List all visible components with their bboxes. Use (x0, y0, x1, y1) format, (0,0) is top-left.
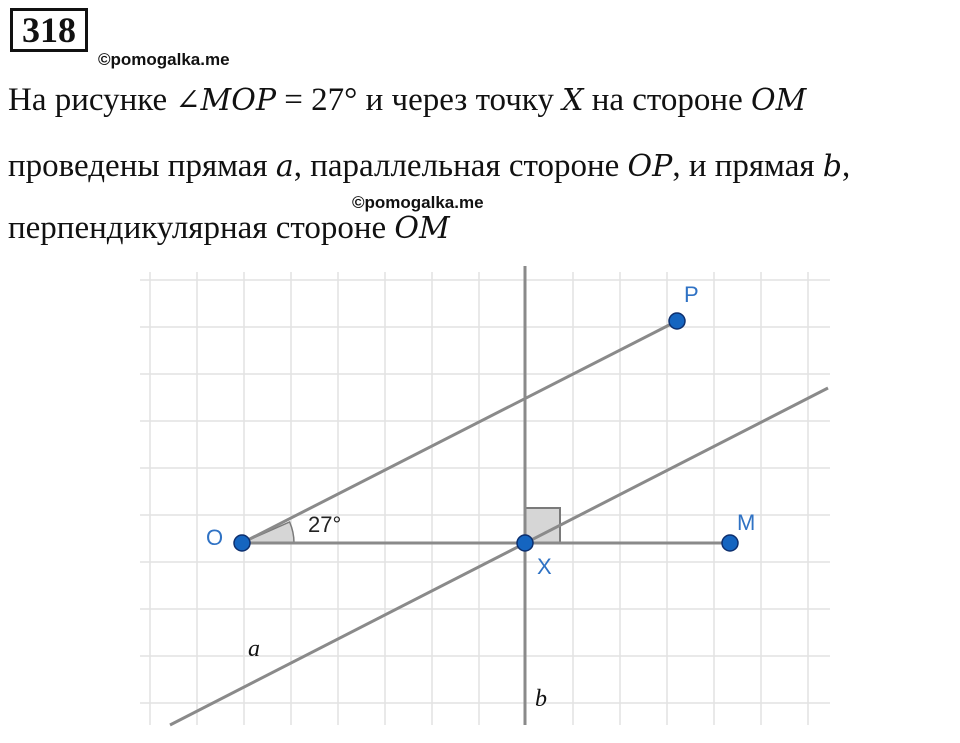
label-x: X (537, 554, 552, 579)
label-m: M (737, 510, 756, 535)
grid (140, 272, 830, 725)
line-a (170, 388, 828, 725)
watermark-top: ©pomogalka.me (98, 50, 230, 69)
label-o: O (206, 525, 224, 550)
point-o (234, 535, 250, 551)
problem-text-line-2: проведены прямая a, параллельная стороне OP, и прямая b, (8, 148, 851, 184)
problem-number: 318 (10, 8, 88, 52)
point-m (722, 535, 738, 551)
label-line-b: b (535, 686, 547, 712)
ray-op (242, 321, 677, 543)
angle-label: 27° (308, 512, 342, 537)
point-x (517, 535, 533, 551)
problem-text-line-1: На рисунке ∠MOP = 27° и через точку X на стороне OM (8, 82, 807, 118)
watermark-middle: ©pomogalka.me (352, 193, 484, 212)
label-p: P (684, 282, 699, 307)
label-line-a: a (248, 636, 260, 662)
point-p (669, 313, 685, 329)
problem-text-line-3: перпендикулярная стороне OM (8, 210, 450, 246)
